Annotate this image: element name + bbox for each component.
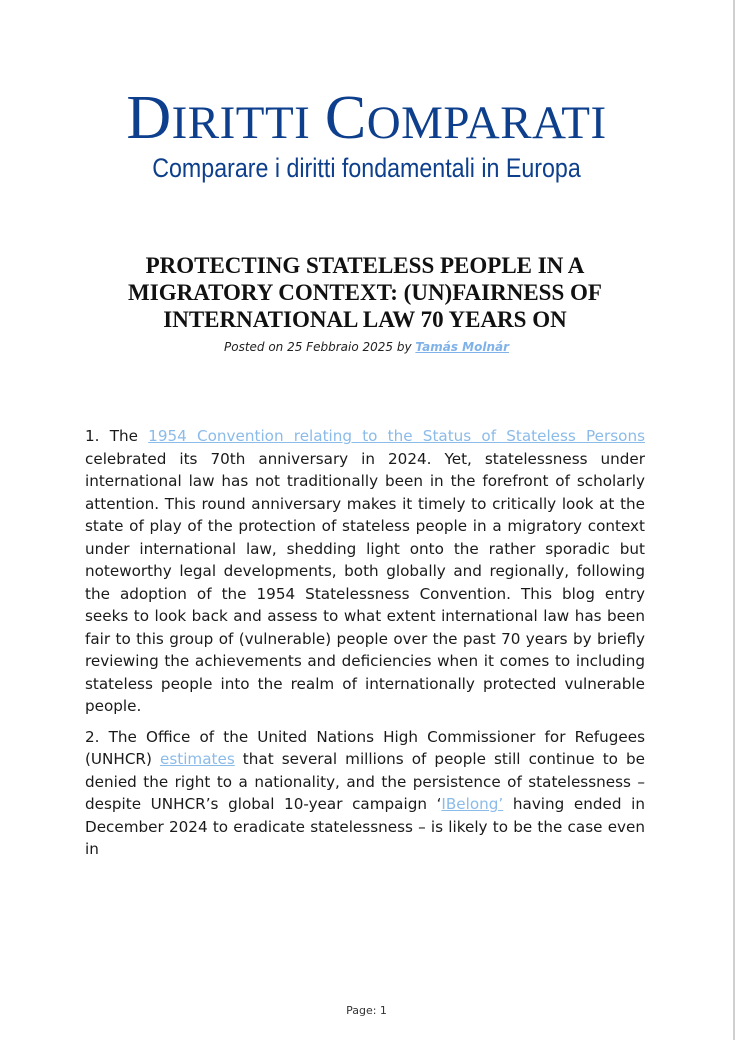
paragraph-1-text: celebrated its 70th anniversary in 2024. Yet, statelessness under international law has not traditionally been in the forefront of scholarly attention. This round anniversary makes it timely to critically look at the state of play of the protection of stateless people in a migratory context under international law, shedding light onto the rather sporadic but noteworthy legal developments, both globally and regionally, following the adoption of the 1954 Statelessness Convention. This blog entry seeks to look back and assess to what extent international law has been fair to this group of (vulnerable) people over the past 70 years by briefly reviewing the achievements and deficiencies when it comes to including stateless people into the realm of internationally protected vulnerable people.: [85, 449, 645, 715]
author-link[interactable]: Tamás Molnár: [415, 340, 510, 354]
paragraph-2: [85, 726, 645, 861]
byline-date: Posted on 25 Febbraio 2025 by: [223, 340, 416, 354]
ibelong-link[interactable]: IBelong’: [441, 795, 504, 813]
logo-initial-c: C: [324, 84, 367, 152]
paragraph-1-prefix: 1. The: [85, 427, 149, 445]
article-title: PROTECTING STATELESS PEOPLE IN A MIGRATORY CONTEXT: (UN)FAIRNESS OF INTERNATIONAL LAW 70 YEARS ON: [128, 253, 602, 332]
paragraph-1: [85, 425, 645, 718]
logo-title: [0, 84, 733, 153]
page-number: Page: 1: [346, 1004, 387, 1017]
logo-initial-d: D: [126, 84, 172, 152]
convention-link[interactable]: 1954 Convention relating to the Status of Stateless Persons: [148, 427, 645, 445]
site-logo[interactable]: [0, 84, 733, 183]
paragraph-2-prefix: 2. The Office of the United Nations High Commissioner for Refugees (UNHCR): [85, 727, 645, 768]
article-body: [85, 425, 645, 869]
estimates-link[interactable]: estimates: [159, 750, 235, 768]
logo-word-diritti: IRITTI: [171, 97, 311, 149]
article-byline: [0, 340, 733, 354]
paragraph-2-text: having ended in December 2024 to eradicate statelessness – is likely to be the case even in: [85, 795, 645, 858]
paragraph-2-middle: that several millions of people still continue to be denied the right to a nationality, and the persistence of statelessness – despite UNHCR’s global 10-year campaign ‘: [85, 750, 645, 813]
logo-word-comparati: OMPARATI: [366, 97, 607, 149]
logo-subtitle: Comparare i diritti fondamentali in Europa: [152, 153, 581, 183]
